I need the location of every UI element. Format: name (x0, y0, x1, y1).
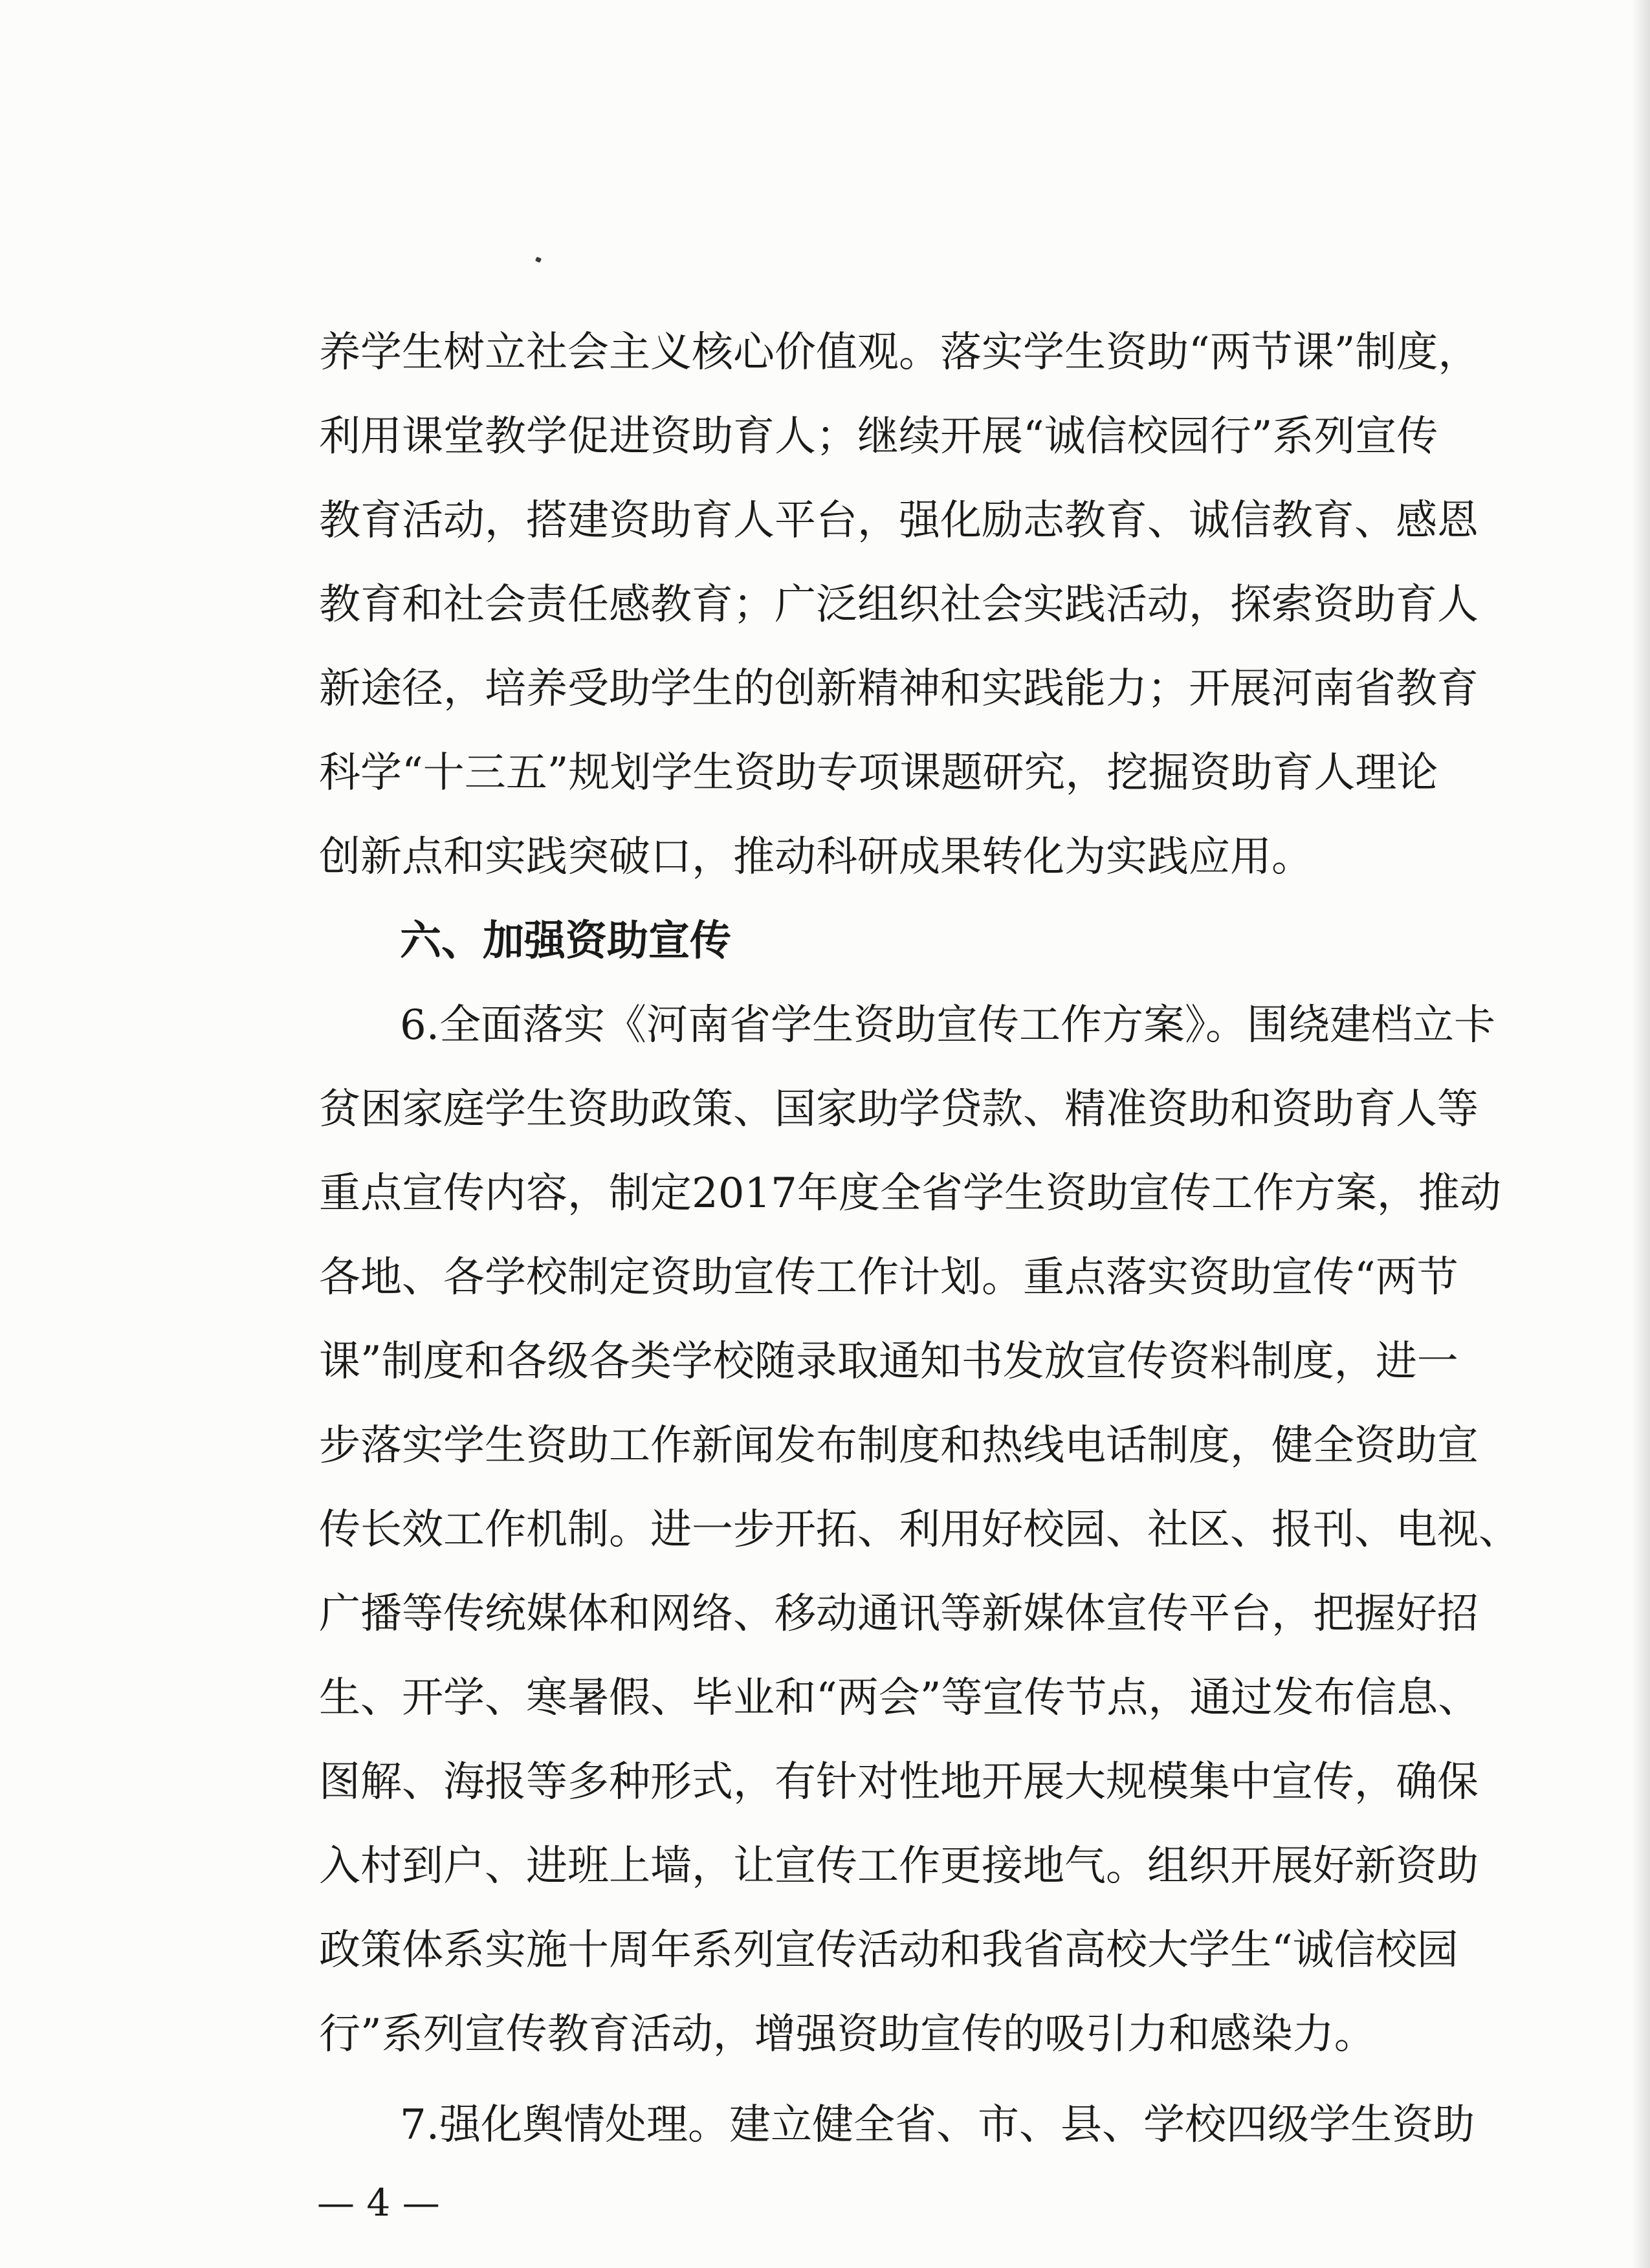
scan-speck (535, 257, 542, 263)
text-line-20: 政策体系实施十周年系列宣传活动和我省高校大学生“诚信校园 (319, 1926, 1458, 1974)
paragraph-6-start: 6.全面落实《河南省学生资助宣传工作方案》。围绕建档立卡 (400, 1001, 1496, 1049)
text-line-12: 各地、各学校制定资助宣传工作计划。重点落实资助宣传“两节 (319, 1254, 1458, 1302)
text-line-21: 行”系列宣传教育活动，增强资助宣传的吸引力和感染力。 (319, 2011, 1376, 2058)
text-line-13: 课”制度和各级各类学校随录取通知书发放宣传资料制度，进一 (319, 1338, 1458, 1386)
page-number: — 4 — (317, 2181, 440, 2225)
text-line-15: 传长效工作机制。进一步开拓、利用好校园、社区、报刊、电视、 (319, 1506, 1520, 1554)
section-heading: 六、加强资助宣传 (400, 917, 731, 965)
text-line-11: 重点宣传内容，制定2017年度全省学生资助宣传工作方案，推动 (319, 1170, 1501, 1217)
text-line-5: 新途径，培养受助学生的创新精神和实践能力；开展河南省教育 (319, 665, 1479, 713)
paragraph-7-start: 7.强化舆情处理。建立健全省、市、县、学校四级学生资助 (400, 2101, 1475, 2149)
text-line-10: 贫困家庭学生资助政策、国家助学贷款、精准资助和资助育人等 (319, 1085, 1479, 1133)
text-line-2: 利用课堂教学促进资助育人；继续开展“诚信校园行”系列宣传 (319, 413, 1438, 461)
text-line-7: 创新点和实践突破口，推动科研成果转化为实践应用。 (319, 833, 1313, 881)
text-line-17: 生、开学、寒暑假、毕业和“两会”等宣传节点，通过发布信息、 (319, 1674, 1480, 1722)
text-line-3: 教育活动，搭建资助育人平台，强化励志教育、诚信教育、感恩 (319, 497, 1479, 545)
text-line-18: 图解、海报等多种形式，有针对性地开展大规模集中宣传，确保 (319, 1758, 1479, 1806)
text-line-16: 广播等传统媒体和网络、移动通讯等新媒体宣传平台，把握好招 (319, 1590, 1479, 1638)
text-line-4: 教育和社会责任感教育；广泛组织社会实践活动，探索资助育人 (319, 581, 1479, 629)
text-line-1: 养学生树立社会主义核心价值观。落实学生资助“两节课”制度， (319, 329, 1480, 376)
text-line-6: 科学“十三五”规划学生资助专项课题研究，挖掘资助育人理论 (319, 749, 1438, 797)
text-line-19: 入村到户、进班上墙，让宣传工作更接地气。组织开展好新资助 (319, 1842, 1479, 1890)
text-line-14: 步落实学生资助工作新闻发布制度和热线电话制度，健全资助宣 (319, 1422, 1479, 1470)
